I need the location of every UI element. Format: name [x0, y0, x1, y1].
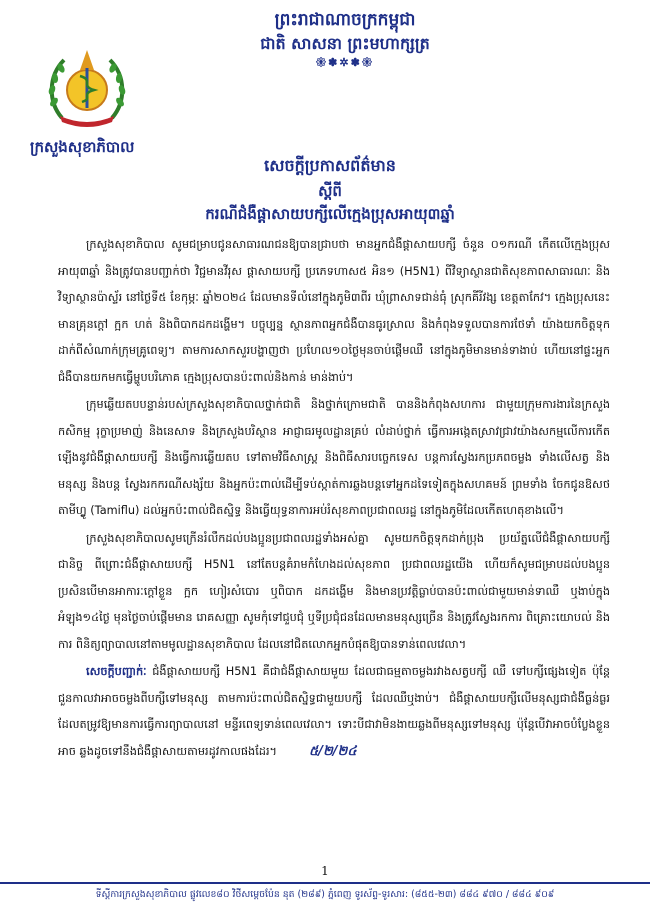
paragraph-text: ជំងឺផ្តាសាយបក្សី H5N1 គឺជាជំងឺផ្តាសាយមួយ ដែលជាធម្មតាចម្លងរវាងសត្វបក្សី ឈឺ ទៅបក្សីផ្សេងទៀត ប៉ុន្តែជួនកាលវាអាចចម្លងពីបក្សីទៅមនុស្ស តាមការប៉ះពាល់ជិតស្និទ្ធជាមួយបក្សី ដែលឈឺឬងាប់។ ជំងឺផ្តាសាយបក្សីលើមនុស្សជាជំងឺធ្ងន់ធ្ងរ ដែលតម្រូវឱ្យមានការធ្វើការព្យាបាលនៅ មន្ទីរពេទ្យទាន់ពេលវេលា។ ទោះបីជាវាមិនងាយឆ្លងពីមនុស្សទៅមនុស្ស ប៉ុន្តែបើវាអាចបំប្លែងខ្លួនអាច ឆ្លងដូចទៅនឹងជំងឺផ្តាសាយតាមរដូវកាលផងដែរ។ [58, 665, 610, 758]
kingdom-name: ព្រះរាជាណាចក្រកម្ពុជា [274, 10, 416, 30]
footer-address: ទីស្តីការក្រសួងសុខាភិបាល ផ្លូវលេខ៨០ វិថីសម្តេចប៉ែន នុត (២៨៩) ភ្នំពេញ ទូរស័ព្ទ-ទូរសារ: (៨៥៥-២៣) ៨៨៤ ៩៧០ / ៨៨៤ ៩០៩ [95, 889, 555, 900]
national-motto: ជាតិ សាសនា ព្រះមហាក្សត្រ [260, 34, 430, 53]
document-subject: ករណីជំងឺផ្តាសាយបក្សីលើក្មេងប្រុសអាយុ៣ឆ្នាំ [205, 205, 455, 223]
paragraph [58, 232, 610, 391]
paragraph-text: ក្រសួងសុខាភិបាល សូមជម្រាបជូនសាធារណជនឱ្យបានជ្រាបថា មានអ្នកជំងឺផ្តាសាយបក្សី ចំនួន ០១ករណី កើតលើក្មេងប្រុសអាយុ៣ឆ្នាំ និងត្រូវបានបញ្ជាក់ថា វិជ្ជមានវីរុស ផ្តាសាយបក្សី ប្រភេទហាស៥ អិន១ (H5N1) ពីវិទ្យាស្ថានជាតិសុខភាពសាធារណៈ និងវិទ្យាស្ថានប៉ាស្ទ័រ នៅថ្ងៃទី៥ ខែកុម្ភៈ ឆ្នាំ២០២៤ ដែលមានទីលំនៅក្នុងភូមិ៣ពីរ ឃុំព្រាសាទជាន់ធុំ ស្រុកគីរីវង្ស ខេត្តតាកែវ។ ក្មេងប្រុសនេះ មានគ្រុនក្តៅ ក្អក ហត់ និងពិបាកដកដង្ហើម។ បច្ចុប្បន្ន ស្ថានភាពអ្នកជំងឺបានធូរស្រាល និងកំពុងទទួលបានការថែទាំ យ៉ាងយកចិត្តទុកដាក់ពីសំណាក់ក្រុមគ្រូពេទ្យ។ តាមការសាកសួរបង្ហាញថា ប្រហែល១០ថ្ងៃមុនចាប់ផ្តើមឈឺ នៅក្នុងភូមិមានមាន់ទាងាប់ ហើយនៅផ្ទះអ្នកជំងឺបានយកមកធ្វើម្ហូបបរិភោគ ក្មេងប្រុសបានប៉ះពាល់និងកាន់ មាន់ងាប់។ [58, 238, 610, 384]
header-ornament: 𑁍✽✲✽𑁍 [315, 56, 375, 69]
ministry-name: ក្រសួងសុខាភិបាល [30, 138, 135, 156]
paragraph [58, 526, 610, 659]
note-lead: សេចក្តីបញ្ជាក់ៈ [86, 665, 147, 678]
ministry-logo-icon [42, 40, 132, 130]
paragraph-text: ក្រុមឆ្លើយតបបន្ទាន់របស់ក្រសួងសុខាភិបាលថ្នាក់ជាតិ និងថ្នាក់ក្រោមជាតិ បាននិងកំពុងសហការ ជាមួយក្រុមការងារនៃក្រសួងកសិកម្ម រុក្ខាប្រមាញ់ និងនេសាទ និងក្រសួងបរិស្ថាន អាជ្ញាធរមូលដ្ឋានគ្រប់ លំដាប់ថ្នាក់ ធ្វើការអង្កេតស្រាវជ្រាវយ៉ាងសកម្មលើការកើតឡើងនូវជំងឺផ្តាសាយបក្សី និងធ្វើការឆ្លើយតប ទៅតាមវិធីសាស្រ្ត និងពិធីសារបច្ចេកទេស បន្តការស្វែងរកប្រភពចម្លង ទាំងលើសត្វ និងមនុស្ស និងបន្ត ស្វែងរកករណីសង្ស័យ និងអ្នកប៉ះពាល់ដើម្បីទប់ស្កាត់ការឆ្លងបន្តទៅអ្នកដទៃទៀតក្នុងសហគមន៍ ព្រមទាំង ចែកជូនឱសថតាមីហ្វ្លូ (Tamiflu) ដល់អ្នកប៉ះពាល់ជិតស្និទ្ធ និងធ្វើយុទ្ធនាការអប់រំសុខភាពប្រជាពលរដ្ឋ នៅក្នុងភូមិដែលកើតហេតុខាងលើ។ [58, 398, 610, 517]
paragraph [58, 392, 610, 525]
note-paragraph [58, 659, 610, 765]
document-title-about: ស្តីពី [318, 182, 342, 200]
footer-divider [0, 882, 650, 884]
paragraph-text: ក្រសួងសុខាភិបាលសូមក្រើនរំលឹកដល់បងប្អូនប្រជាពលរដ្ឋទាំងអស់គ្នា សូមយកចិត្តទុកដាក់ប្រុង ប្រយ័ត្នលើជំងឺផ្តាសាយបក្សីជានិច្ច ពីព្រោះជំងឺផ្តាសាយបក្សី H5N1 នៅតែបន្តគំរាមកំហែងដល់សុខភាព ប្រជាពលរដ្ឋយើង ហើយក៏សូមជម្រាបដល់បងប្អូន ប្រសិនបើមានអាការៈក្តៅខ្លួន ក្អក ហៀរសំបោរ ឬពិបាក ដកដង្ហើម និងមានប្រវត្តិធ្លាប់បានប៉ះពាល់ជាមួយមាន់ទាឈឺ ឬងាប់ក្នុងអំឡុង១៤ថ្ងៃ មុនថ្ងៃចាប់ផ្តើមមាន រោគសញ្ញា សូមកុំទៅជួបជុំ ឬទីប្រជុំជនដែលមានមនុស្សច្រើន និងត្រូវស្វែងរកការ ពិគ្រោះយោបល់ និងការ ពិនិត្យព្យាបាលនៅតាមមូលដ្ឋានសុខាភិបាល ដែលនៅជិតលោកអ្នកបំផុតឱ្យបានទាន់ពេលវេលា។ [58, 531, 610, 651]
signature-initials: ៥/២/២៤ [309, 743, 357, 759]
kingdom-header [195, 8, 495, 70]
document-title: សេចក្តីប្រកាសព័ត៌មាន [264, 156, 396, 175]
document-body [58, 232, 610, 766]
page-number: 1 [321, 864, 329, 878]
